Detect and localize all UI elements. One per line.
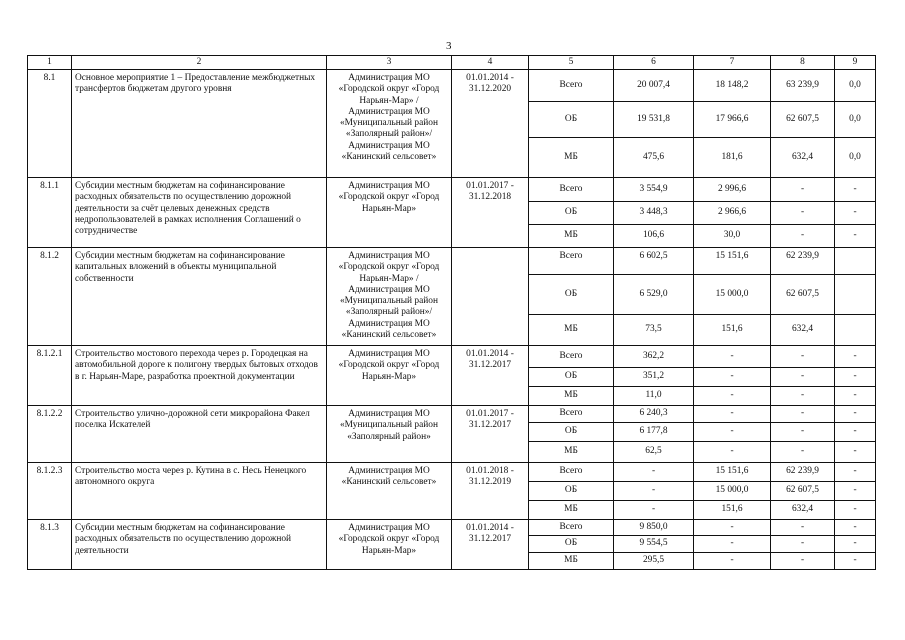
value-cell: - (835, 442, 876, 463)
value-cell: 63 239,9 (771, 70, 835, 102)
value-cell: - (771, 368, 835, 387)
value-cell: 2 996,6 (694, 178, 771, 202)
item-period: 01.01.2017 - 31.12.2018 (452, 178, 529, 248)
value-cell: - (771, 178, 835, 202)
value-cell: 6 177,8 (614, 423, 694, 442)
value-cell: - (835, 553, 876, 570)
header-cell: 4 (452, 56, 529, 70)
funding-source: Всего (529, 70, 614, 102)
value-cell: 9 554,5 (614, 536, 694, 553)
funding-source: Всего (529, 406, 614, 423)
funding-source: МБ (529, 553, 614, 570)
value-cell: 62 607,5 (771, 482, 835, 501)
value-cell: - (771, 442, 835, 463)
value-cell: - (694, 520, 771, 536)
item-executor: Администрация МО «Городской округ «Город Нарьян-Мар» (327, 346, 452, 406)
funding-source: МБ (529, 138, 614, 178)
value-cell: 15 151,6 (694, 248, 771, 275)
value-cell: - (835, 178, 876, 202)
value-cell: 15 000,0 (694, 482, 771, 501)
value-cell: 62 239,9 (771, 248, 835, 275)
header-cell: 3 (327, 56, 452, 70)
value-cell: - (835, 536, 876, 553)
value-cell: - (614, 463, 694, 482)
item-name: Субсидии местным бюджетам на софинансирование расходных обязательств по осуществлению дорожной деятельности (72, 520, 327, 570)
item-number: 8.1 (28, 70, 72, 178)
value-cell: 30,0 (694, 225, 771, 248)
item-period (452, 248, 529, 346)
header-cell: 5 (529, 56, 614, 70)
value-cell: - (835, 501, 876, 520)
header-cell: 8 (771, 56, 835, 70)
value-cell: - (835, 346, 876, 368)
funding-source: Всего (529, 248, 614, 275)
item-number: 8.1.2.1 (28, 346, 72, 406)
item-number: 8.1.3 (28, 520, 72, 570)
value-cell: - (694, 346, 771, 368)
value-cell: - (771, 225, 835, 248)
value-cell: - (835, 406, 876, 423)
funding-source: ОБ (529, 102, 614, 138)
value-cell: 632,4 (771, 501, 835, 520)
funding-source: МБ (529, 387, 614, 406)
value-cell: 632,4 (771, 315, 835, 346)
item-executor: Администрация МО «Городской округ «Город Нарьян-Мар» / Администрация МО «Муниципальный район «Заполярный район»/ Администрация МО «Канинский сельсовет» (327, 70, 452, 178)
item-name: Субсидии местным бюджетам на софинансирование расходных обязательств по осуществлению дорожной деятельности за счёт целевых денежных средств недропользователей в рамках исполнения Соглашений о сотрудничестве (72, 178, 327, 248)
item-executor: Администрация МО «Канинский сельсовет» (327, 463, 452, 520)
value-cell: 9 850,0 (614, 520, 694, 536)
value-cell: - (771, 387, 835, 406)
item-period: 01.01.2017 - 31.12.2017 (452, 406, 529, 463)
value-cell: - (771, 346, 835, 368)
value-cell: 0,0 (835, 102, 876, 138)
value-cell: - (771, 553, 835, 570)
value-cell: 151,6 (694, 501, 771, 520)
header-row (28, 56, 876, 70)
value-cell: - (771, 423, 835, 442)
program-activities-table (27, 55, 876, 570)
value-cell: - (835, 423, 876, 442)
value-cell: - (835, 387, 876, 406)
value-cell: - (694, 553, 771, 570)
table-row (28, 178, 876, 202)
funding-source: МБ (529, 442, 614, 463)
value-cell: - (771, 202, 835, 225)
item-executor: Администрация МО «Городской округ «Город Нарьян-Мар» / Администрация МО «Муниципальный район «Заполярный район»/ Администрация МО «Канинский сельсовет» (327, 248, 452, 346)
table-row (28, 406, 876, 423)
item-period: 01.01.2014 - 31.12.2017 (452, 346, 529, 406)
funding-source: МБ (529, 315, 614, 346)
value-cell: 351,2 (614, 368, 694, 387)
table-row (28, 520, 876, 536)
table-row (28, 70, 876, 102)
funding-source: ОБ (529, 202, 614, 225)
value-cell: - (835, 520, 876, 536)
value-cell: - (835, 482, 876, 501)
funding-source: ОБ (529, 368, 614, 387)
funding-source: МБ (529, 225, 614, 248)
funding-source: Всего (529, 520, 614, 536)
item-executor: Администрация МО «Городской округ «Город Нарьян-Мар» (327, 520, 452, 570)
value-cell: 0,0 (835, 70, 876, 102)
header-cell: 2 (72, 56, 327, 70)
value-cell: 62 607,5 (771, 275, 835, 315)
item-name: Строительство улично-дорожной сети микрорайона Факел поселка Искателей (72, 406, 327, 463)
header-cell: 7 (694, 56, 771, 70)
value-cell: - (694, 387, 771, 406)
value-cell: 62 607,5 (771, 102, 835, 138)
item-number: 8.1.2.3 (28, 463, 72, 520)
value-cell: 18 148,2 (694, 70, 771, 102)
value-cell: - (614, 482, 694, 501)
page-number: 3 (446, 40, 452, 52)
value-cell (835, 315, 876, 346)
value-cell: 3 554,9 (614, 178, 694, 202)
funding-source: ОБ (529, 482, 614, 501)
value-cell: 15 000,0 (694, 275, 771, 315)
value-cell: 6 529,0 (614, 275, 694, 315)
value-cell (835, 275, 876, 315)
funding-source: Всего (529, 178, 614, 202)
value-cell: 106,6 (614, 225, 694, 248)
value-cell: 62,5 (614, 442, 694, 463)
value-cell: 11,0 (614, 387, 694, 406)
value-cell: - (694, 536, 771, 553)
value-cell: 295,5 (614, 553, 694, 570)
item-period: 01.01.2018 - 31.12.2019 (452, 463, 529, 520)
value-cell: 73,5 (614, 315, 694, 346)
item-executor: Администрация МО «Муниципальный район «Заполярный район» (327, 406, 452, 463)
item-name: Основное мероприятие 1 – Предоставление межбюджетных трансфертов бюджетам другого уровня (72, 70, 327, 178)
funding-source: Всего (529, 346, 614, 368)
value-cell: 632,4 (771, 138, 835, 178)
value-cell: - (835, 368, 876, 387)
value-cell: - (771, 406, 835, 423)
item-number: 8.1.1 (28, 178, 72, 248)
item-period: 01.01.2014 - 31.12.2020 (452, 70, 529, 178)
value-cell: - (771, 536, 835, 553)
value-cell: - (694, 368, 771, 387)
value-cell (835, 248, 876, 275)
header-cell: 6 (614, 56, 694, 70)
funding-source: ОБ (529, 423, 614, 442)
item-name: Субсидии местным бюджетам на софинансирование капитальных вложений в объекты муниципальной собственности (72, 248, 327, 346)
value-cell: 362,2 (614, 346, 694, 368)
value-cell: - (835, 225, 876, 248)
item-period: 01.01.2014 - 31.12.2017 (452, 520, 529, 570)
value-cell: 6 602,5 (614, 248, 694, 275)
value-cell: 17 966,6 (694, 102, 771, 138)
item-number: 8.1.2 (28, 248, 72, 346)
value-cell: - (694, 423, 771, 442)
header-cell: 1 (28, 56, 72, 70)
value-cell: - (835, 202, 876, 225)
item-name: Строительство мостового перехода через р. Городецкая на автомобильной дороге к полигону твердых бытовых отходов в г. Нарьян-Маре, разработка проектной документации (72, 346, 327, 406)
item-name: Строительство моста через р. Кутина в с. Несь Ненецкого автономного округа (72, 463, 327, 520)
funding-source: МБ (529, 501, 614, 520)
value-cell: 19 531,8 (614, 102, 694, 138)
value-cell: 181,6 (694, 138, 771, 178)
value-cell: 151,6 (694, 315, 771, 346)
value-cell: - (835, 463, 876, 482)
table-row (28, 463, 876, 482)
value-cell: - (694, 406, 771, 423)
value-cell: 20 007,4 (614, 70, 694, 102)
value-cell: 15 151,6 (694, 463, 771, 482)
table-row (28, 346, 876, 368)
item-executor: Администрация МО «Городской округ «Город Нарьян-Мар» (327, 178, 452, 248)
value-cell: 62 239,9 (771, 463, 835, 482)
value-cell: - (614, 501, 694, 520)
funding-source: ОБ (529, 275, 614, 315)
header-cell: 9 (835, 56, 876, 70)
value-cell: - (771, 520, 835, 536)
table-row (28, 248, 876, 275)
value-cell: - (694, 442, 771, 463)
value-cell: 6 240,3 (614, 406, 694, 423)
value-cell: 2 966,6 (694, 202, 771, 225)
funding-source: Всего (529, 463, 614, 482)
value-cell: 3 448,3 (614, 202, 694, 225)
funding-source: ОБ (529, 536, 614, 553)
value-cell: 0,0 (835, 138, 876, 178)
item-number: 8.1.2.2 (28, 406, 72, 463)
value-cell: 475,6 (614, 138, 694, 178)
